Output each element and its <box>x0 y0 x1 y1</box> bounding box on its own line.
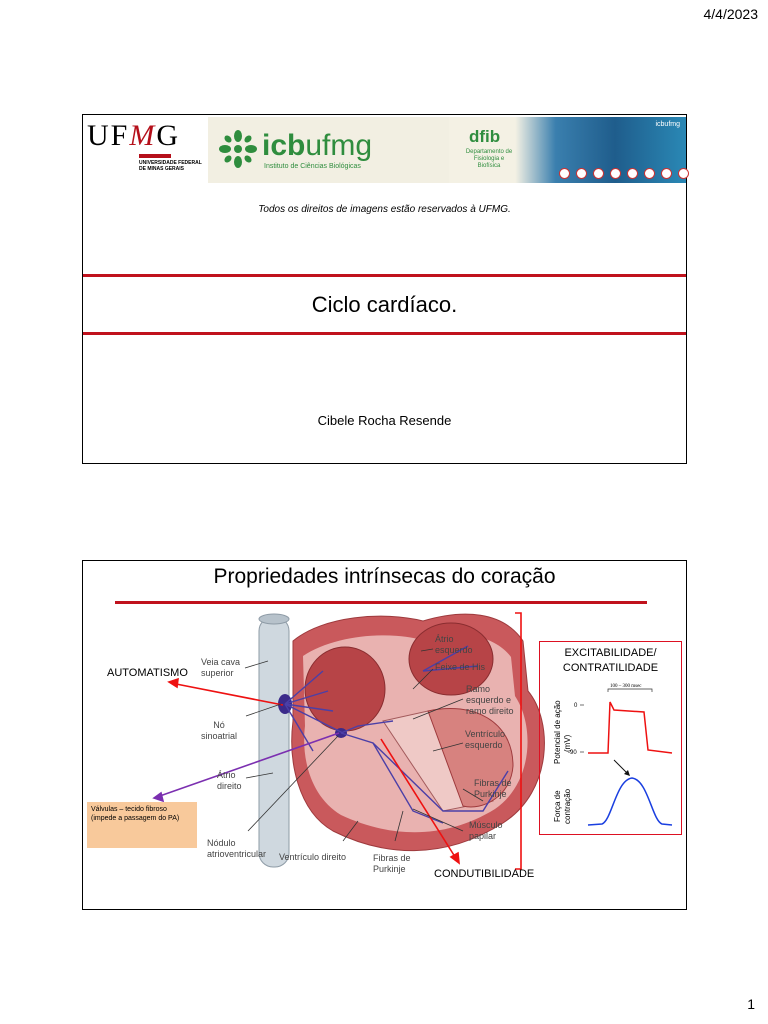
ylabel-action-potential-2: (mV) <box>563 734 572 752</box>
label-line: papilar <box>469 831 497 841</box>
dfib-organ-icons <box>559 168 689 179</box>
logo-banner <box>83 115 686 185</box>
title-line: CONTRATILIDADE <box>562 662 659 674</box>
label-line: Fibras de <box>474 778 512 788</box>
ufmg-logo-text-suffix: G <box>156 119 181 152</box>
dfib-subtitle-1: Departamento de <box>465 149 513 155</box>
label-no-sinoatrial <box>201 720 237 742</box>
label-condutibilidade: CONDUTIBILIDADE <box>434 868 535 880</box>
arrowhead-icon <box>154 793 163 801</box>
label-ramos <box>466 684 514 717</box>
label-atrio-direito <box>217 770 242 792</box>
label-line: Fibras de <box>373 853 411 863</box>
organ-icon <box>678 168 689 179</box>
label-feixe-his: Feixe de His <box>435 662 486 672</box>
icb-logo-light: ufmg <box>305 129 373 162</box>
label-ventriculo-esquerdo <box>465 729 505 751</box>
dfib-subtitle-2: Fisiologia e <box>473 156 505 162</box>
dfib-subtitle-3: Biofísica <box>477 163 501 169</box>
icb-leaf-icon <box>216 127 260 171</box>
ufmg-logo-subtitle-1: UNIVERSIDADE FEDERAL <box>139 160 202 166</box>
organ-icon <box>610 168 621 179</box>
label-nodulo-av <box>207 838 266 860</box>
organ-icon <box>644 168 655 179</box>
excitabilidade-box <box>539 641 682 835</box>
title-slide <box>82 114 687 464</box>
dfib-logo-name: dfib <box>469 127 501 146</box>
label-line: Músculo <box>469 820 503 830</box>
tick-zero: 0 <box>574 703 578 709</box>
label-veia-cava <box>201 657 240 679</box>
label-atrio-esquerdo <box>435 634 473 656</box>
label-line: Ventrículo <box>465 729 506 739</box>
page-date: 4/4/2023 <box>703 6 758 22</box>
action-potential-chart <box>540 642 681 834</box>
label-line: sinoatrial <box>201 731 238 741</box>
label-line: superior <box>201 668 234 678</box>
ylabel-force-2: contração <box>563 788 572 824</box>
vena-cava-opening <box>259 614 289 624</box>
action-potential-curve <box>588 702 672 753</box>
ufmg-logo-text-prefix: UF <box>87 119 130 152</box>
label-line: Ramo <box>466 684 491 694</box>
page-number: 1 <box>747 996 755 1012</box>
potential-to-force-arrow <box>614 760 628 774</box>
label-line: atrioventricular <box>207 849 267 859</box>
label-line: Átrio <box>435 634 454 644</box>
author-name: Cibele Rocha Resende <box>317 413 452 428</box>
label-line: ramo direito <box>466 706 514 716</box>
label-line: Nódulo <box>207 838 236 848</box>
valvulas-note: Válvulas – tecido fibroso (impede a passagem do PA) <box>87 802 197 848</box>
label-line: Purkinje <box>474 789 507 799</box>
label-line: esquerdo <box>465 740 503 750</box>
label-fibras-purkinje-right <box>474 778 512 800</box>
label-line: direito <box>217 781 242 791</box>
label-line: esquerdo <box>435 645 473 655</box>
tick-minus90: -90 <box>568 750 577 756</box>
right-atrium <box>305 647 385 731</box>
label-line: Átrio <box>217 770 236 780</box>
label-musculo-papilar <box>469 820 503 842</box>
icb-logo-bold: icb <box>262 129 306 162</box>
ylabel-action-potential-1: Potencial de ação <box>553 700 562 764</box>
icb-logo-subtitle: Instituto de Ciências Biológicas <box>264 163 361 170</box>
label-ventriculo-direito: Ventrículo direito <box>279 852 347 862</box>
label-line: Purkinje <box>373 864 406 874</box>
arrowhead-icon <box>451 853 459 863</box>
title-line: EXCITABILIDADE/ <box>564 647 657 659</box>
divider-top <box>83 274 686 277</box>
slide-title: Ciclo cardíaco. <box>311 292 458 317</box>
properties-slide <box>82 560 687 910</box>
duration-bracket <box>608 689 652 692</box>
organ-icon <box>661 168 672 179</box>
arrowhead-icon <box>169 679 178 687</box>
ufmg-logo-bar <box>139 154 171 158</box>
label-line: Veia cava <box>201 657 241 667</box>
label-line: esquerdo e <box>466 695 512 705</box>
slide-title: Propriedades intrínsecas do coração <box>213 565 556 588</box>
label-line: Nó <box>213 720 225 730</box>
label-automatismo: AUTOMATISMO <box>107 667 188 679</box>
label-fibras-purkinje-bottom <box>373 853 411 875</box>
organ-icon <box>593 168 604 179</box>
vena-cava <box>259 617 289 867</box>
ylabel-force-1: Força de <box>553 790 562 822</box>
ufmg-logo-m: M <box>129 119 157 152</box>
divider-bottom <box>83 332 686 335</box>
dfib-corner-text: icbufmg <box>655 121 680 128</box>
organ-icon <box>576 168 587 179</box>
organ-icon <box>627 168 638 179</box>
force-curve <box>588 778 672 825</box>
dfib-logo-subtitle <box>461 149 517 170</box>
dfib-logo <box>449 117 686 183</box>
ufmg-logo-subtitle-2: DE MINAS GERAIS <box>139 166 185 172</box>
organ-icon <box>559 168 570 179</box>
icb-logo <box>208 117 449 183</box>
rights-notice: Todos os direitos de imagens estão reservados à UFMG. <box>258 204 511 215</box>
ufmg-logo <box>87 121 207 183</box>
duration-label: 100 – 300 msec <box>610 684 642 689</box>
